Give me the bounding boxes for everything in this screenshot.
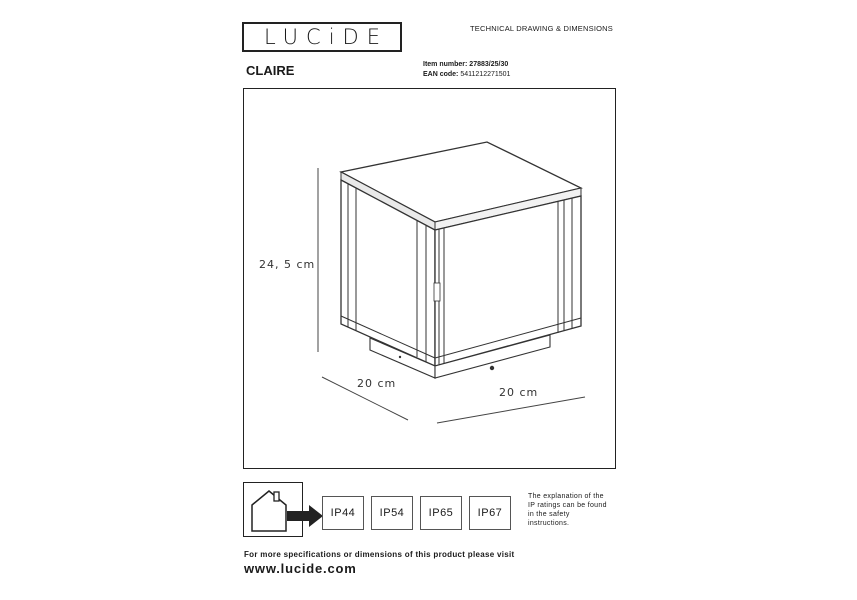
ean-label: EAN code: [423, 71, 459, 78]
ip-note-line: in the safety [528, 511, 570, 518]
ip-note-line: IP ratings can be found [528, 502, 607, 509]
height-dimension-label: 24, 5 cm [259, 258, 316, 271]
footer-text: For more specifications or dimensions of this product please visit [244, 550, 515, 559]
ean-value: 5411212271501 [460, 71, 511, 78]
ip-rating-badge: IP67 [469, 496, 511, 530]
ip-note-line: instructions. [528, 520, 570, 527]
product-name: CLAIRE [246, 63, 295, 78]
logo-text: LUCiDE [264, 25, 388, 49]
ip-rating-badge: IP54 [371, 496, 413, 530]
width-dimension-label: 20 cm [499, 386, 539, 399]
ip-note-line: The explanation of the [528, 493, 604, 500]
depth-dimension-label: 20 cm [357, 377, 397, 390]
document-type: TECHNICAL DRAWING & DIMENSIONS [470, 24, 613, 33]
footer-url-link[interactable]: www.lucide.com [244, 561, 357, 576]
arrow-right-icon [285, 503, 327, 529]
item-number-label: Item number: [423, 61, 468, 68]
item-number-value: 27883/25/30 [469, 61, 509, 68]
ip-rating-badge: IP44 [322, 496, 364, 530]
ip-explanation-note [528, 492, 618, 528]
ip-rating-badge: IP65 [420, 496, 462, 530]
